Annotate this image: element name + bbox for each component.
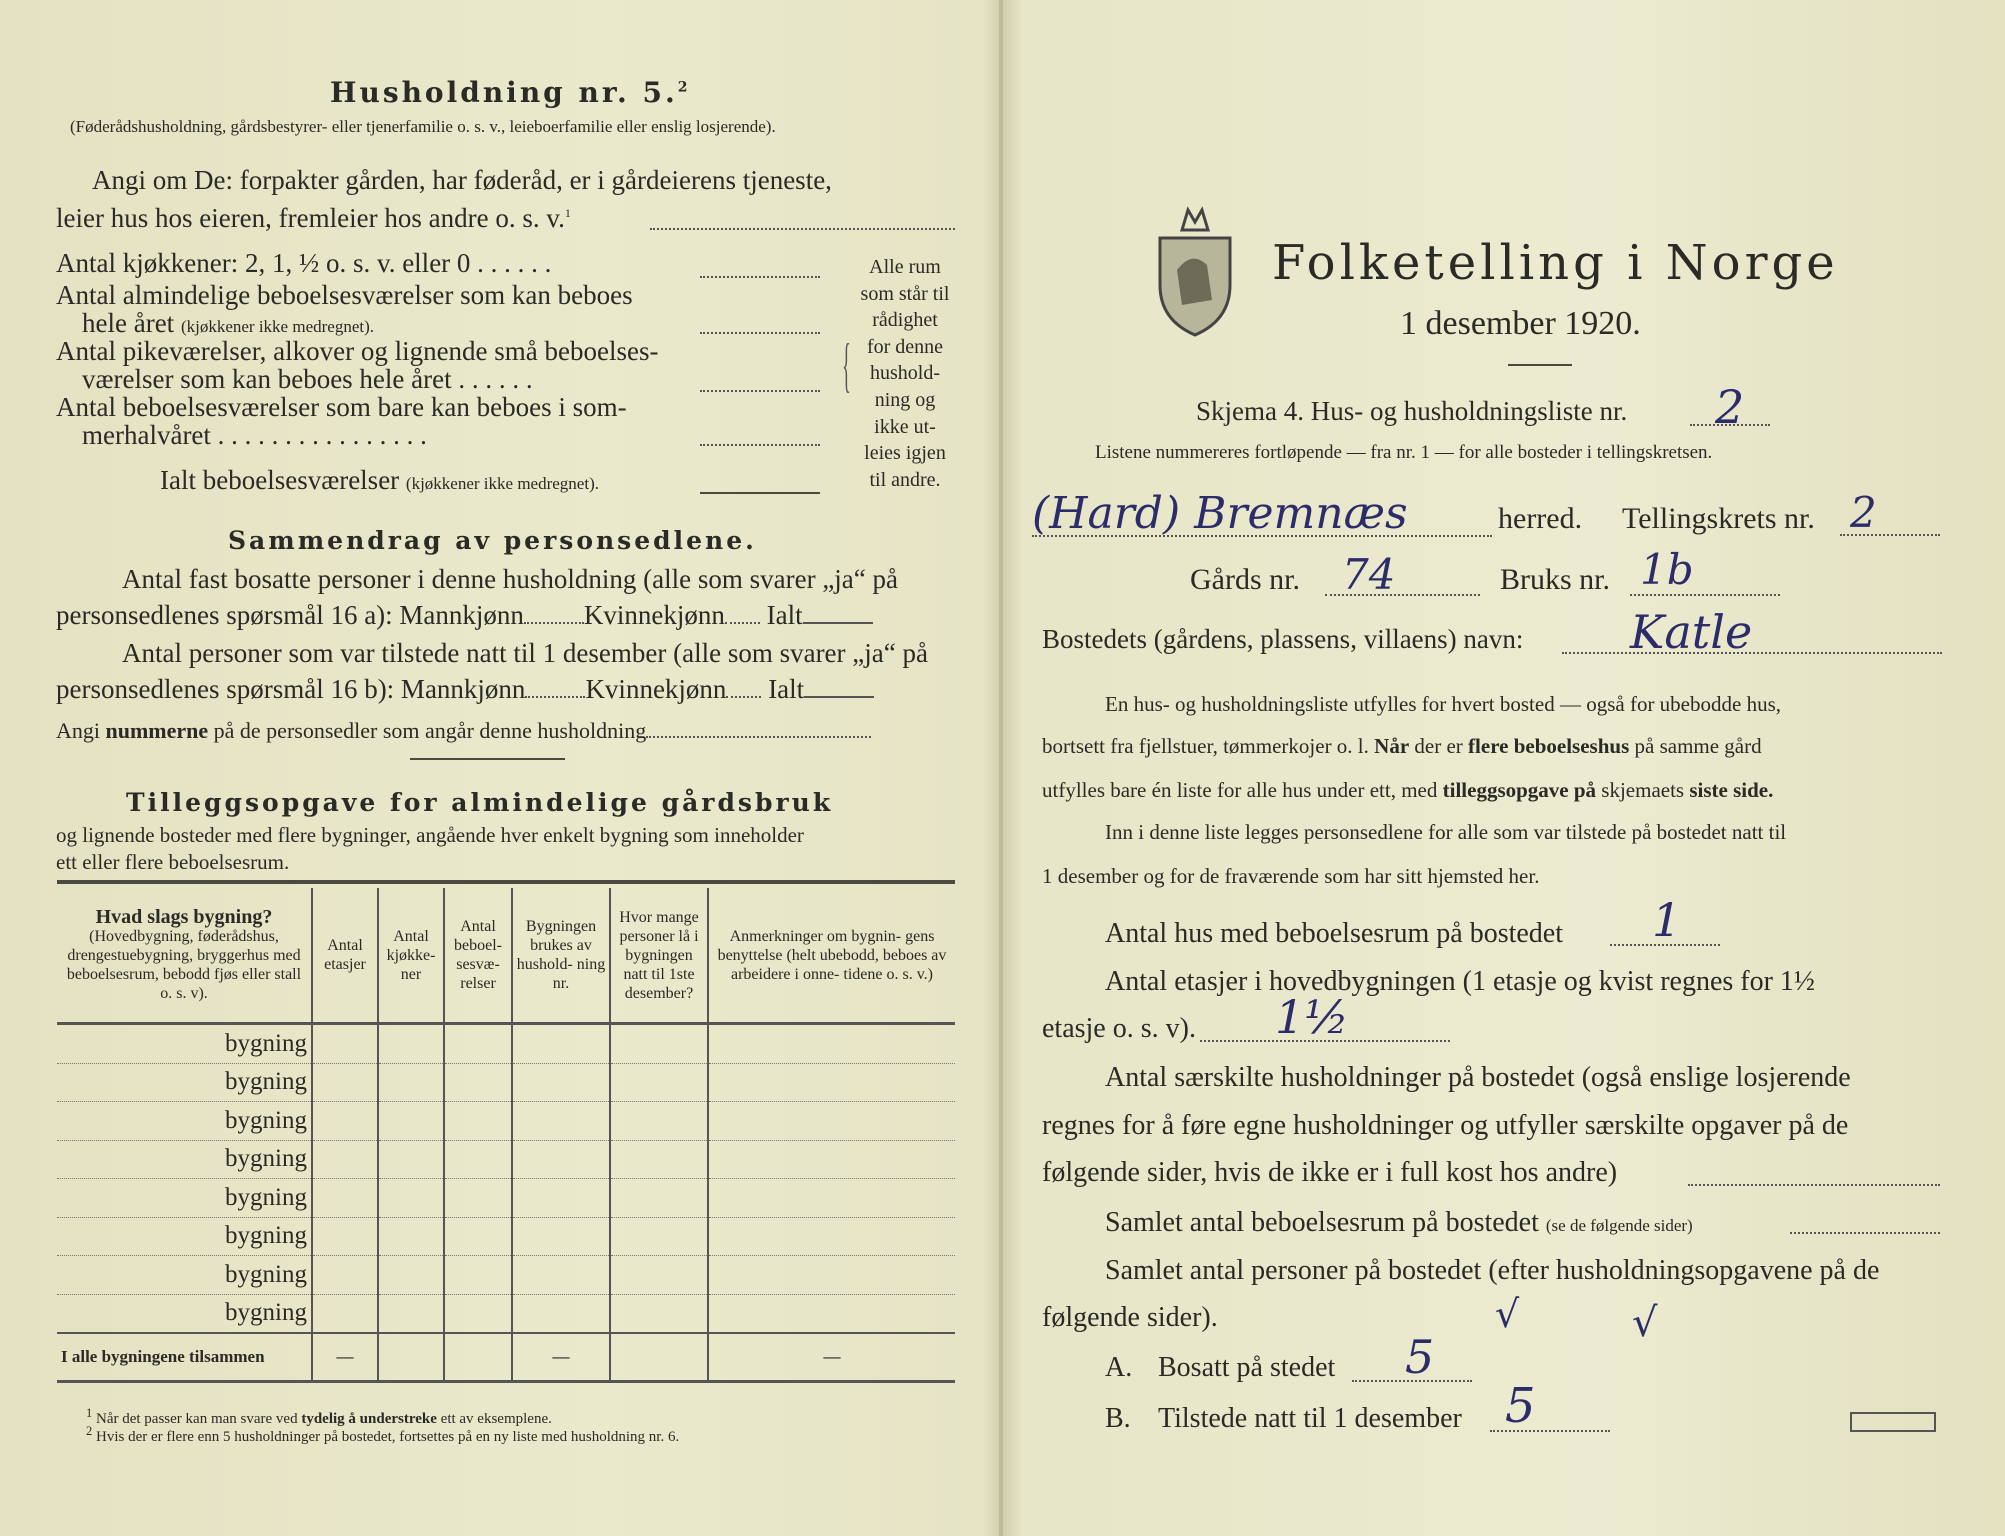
q-etasjer-label-2: etasje o. s. v). (1042, 1013, 1196, 1044)
gards-value: 74 (1342, 550, 1396, 599)
summary-p1a: Antal fast bosatte personer i denne husholdning (alle som svarer „ja“ på (122, 564, 898, 594)
title-divider (1508, 364, 1572, 366)
footnote-1: $^1$ Når det passer kan man svare ved tydelig å understreke ett av eksemplene. (86, 1406, 552, 1427)
table-top-rule (57, 880, 955, 884)
herred-label: herred. (1498, 502, 1583, 535)
table-row (57, 1024, 955, 1064)
col-persons: Hvor mange personer lå i bygningen natt til 1ste desember? (610, 888, 708, 1024)
q-hush-label-1: Antal særskilte husholdninger på bostedet (også enslige losjerende (1105, 1062, 1851, 1093)
a-value: 5 (1405, 1330, 1435, 1384)
brace: { (842, 332, 851, 398)
summary-numbers-line: Angi nummerne på de personsedler som angår denne husholdning (56, 718, 871, 744)
form-date: 1 desember 1920. (1400, 305, 1641, 342)
table-row (57, 1140, 955, 1179)
building-label: bygning (57, 1179, 312, 1218)
q-rum-label: Samlet antal beboelsesrum på bostedet (se de følgende sider) (1105, 1207, 1693, 1238)
info-line-5: 1 desember og for de fraværende som har sitt hjemsted her. (1042, 864, 1540, 888)
rooms-summer-answer-line (700, 444, 820, 446)
supplement-heading: Tilleggsopgave for almindelige gårdsbruk (126, 788, 834, 817)
list-number-value: 2 (1715, 380, 1745, 434)
total-floors: — (312, 1333, 378, 1382)
rooms-small-answer-line (700, 390, 820, 392)
supplement-text-1: og lignende bosteder med flere bygninger, angående hver enkelt bygning som inneholder (56, 823, 804, 847)
col-floors: Antal etasjer (312, 888, 378, 1024)
rooms-small-label: Antal pikeværelser, alkover og lignende små beboelses- (56, 336, 659, 366)
summary-heading: Sammendrag av personsedlene. (228, 526, 757, 555)
bruks-line (1630, 594, 1780, 596)
rooms-total-label: Ialt beboelsesværelser (kjøkkener ikke medregnet). (160, 465, 599, 495)
numbering-note: Listene nummereres fortløpende — fra nr. 1 — for alle bosteder i tellingskretsen. (1095, 442, 1713, 463)
section-divider (410, 758, 565, 760)
rooms-regular-label-2: hele året (kjøkkener ikke medregnet). (82, 308, 374, 338)
q-pers-label-2: følgende sider). (1042, 1302, 1218, 1333)
building-label: bygning (57, 1063, 312, 1102)
supplement-text-2: ett eller flere beboelsesrum. (56, 850, 290, 874)
b-value: 5 (1505, 1378, 1536, 1434)
gards-label: Gårds nr. (1190, 563, 1300, 596)
list-number-line (1690, 424, 1770, 426)
rooms-side-note: Alle rum som står til rådighet for denne hushold- ning og ikke ut- leies igjen til andre. (860, 256, 950, 491)
krets-line (1840, 534, 1940, 536)
a-line (1352, 1380, 1472, 1382)
building-label: bygning (57, 1024, 312, 1064)
a-check-mark: √ (1495, 1292, 1520, 1336)
col-building-type: Hvad slags bygning? (Hovedbygning, føderådshus, drengestuebygning, bryggerhus med beboelsesrum, bebodd fjøs eller stall o. s. v). (57, 888, 312, 1024)
total-label: I alle bygningene tilsammen (57, 1333, 312, 1382)
table-row (57, 1179, 955, 1218)
kitchens-answer-line (700, 276, 820, 278)
bosted-line (1562, 652, 1942, 654)
intro-line-2: leier hus hos eieren, fremleier hos andre o. s. v.$^1$ (56, 203, 571, 233)
summary-p2b: personsedlenes spørsmål 16 b): Mannkjønn Kvinnekjønn Ialt (56, 674, 874, 705)
summary-p2a: Antal personer som var tilstede natt til 1 desember (alle som svarer „ja“ på (122, 638, 928, 668)
b-text: Tilstede natt til 1 desember (1158, 1403, 1462, 1434)
rooms-summer-label-2: merhalvåret . . . . . . . . . . . . . . . . (82, 420, 427, 450)
info-line-4: Inn i denne liste legges personsedlene for alle som var tilstede på bostedet natt til (1105, 820, 1787, 844)
printer-stamp (1850, 1412, 1936, 1432)
b-line (1490, 1430, 1610, 1432)
coat-of-arms-icon (1152, 190, 1238, 340)
table-row (57, 1294, 955, 1333)
q-hush-label-2: regnes for å føre egne husholdninger og utfyller særskilte opgaver på de (1042, 1110, 1849, 1141)
b-check-mark: √ (1632, 1300, 1658, 1346)
total-household: — (512, 1333, 610, 1382)
info-line-1: En hus- og husholdningsliste utfylles for hvert bosted — også for ubebodde hus, (1105, 692, 1781, 716)
rooms-total-answer-line (700, 492, 820, 494)
info-line-3: utfylles bare én liste for alle hus under ett, med tilleggsopgave på skjemaets siste side. (1042, 778, 1774, 802)
herred-value: (Hard) Bremnæs (1032, 488, 1408, 539)
q-etasjer-value: 1½ (1275, 990, 1349, 1044)
krets-label: Tellingskrets nr. (1622, 502, 1815, 535)
building-label: bygning (57, 1256, 312, 1295)
q-etasjer-label-1: Antal etasjer i hovedbygningen (1 etasje og kvist regnes for 1½ (1105, 966, 1815, 997)
answer-line (650, 228, 955, 230)
intro-line-1: Angi om De: forpakter gården, har føderåd, er i gårdeierens tjeneste, (92, 165, 832, 195)
table-row (57, 1102, 955, 1141)
building-label: bygning (57, 1294, 312, 1333)
rooms-regular-label: Antal almindelige beboelsesværelser som kan beboes (56, 280, 633, 310)
herred-line (1032, 535, 1492, 537)
household-title: Husholdning nr. 5.$^2$ (330, 76, 691, 109)
building-label: bygning (57, 1140, 312, 1179)
footnote-2: $^2$ Hvis der er flere enn 5 husholdninger på bostedet, fortsettes på en ny liste med husholdning nr. 6. (86, 1424, 680, 1445)
q-rum-line (1790, 1232, 1940, 1234)
bosted-label: Bostedets (gårdens, plassens, villaens) navn: (1042, 624, 1524, 654)
rooms-regular-answer-line (700, 332, 820, 334)
q-hus-value: 1 (1652, 893, 1682, 947)
table-row (57, 1256, 955, 1295)
a-text: Bosatt på stedet (1158, 1352, 1336, 1383)
table-row (57, 1217, 955, 1256)
gards-line (1325, 594, 1480, 596)
buildings-table (57, 888, 955, 1383)
rooms-small-label-2: værelser som kan beboes hele året . . . . . . (82, 364, 533, 394)
table-total-row (57, 1333, 955, 1382)
summary-p1b: personsedlenes spørsmål 16 a): Mannkjønn Kvinnekjønn Ialt (56, 600, 873, 631)
q-hus-label: Antal hus med beboelsesrum på bostedet (1105, 918, 1564, 949)
household-intro-note: (Føderådshusholdning, gårdsbestyrer- eller tjenerfamilie o. s. v., leieboerfamilie eller enslig losjerende). (70, 117, 776, 136)
q-pers-label-1: Samlet antal personer på bostedet (efter husholdningsopgavene på de (1105, 1255, 1880, 1286)
page-fold (999, 0, 1003, 1536)
col-rooms: Antal beboel- sesvæ- relser (444, 888, 512, 1024)
table-row (57, 1063, 955, 1102)
q-hush-label-3: følgende sider, hvis de ikke er i full kost hos andre) (1042, 1157, 1618, 1188)
rooms-summer-label: Antal beboelsesværelser som bare kan beboes i som- (56, 392, 627, 422)
table-header-row (57, 888, 955, 1024)
krets-value: 2 (1850, 488, 1877, 537)
building-label: bygning (57, 1217, 312, 1256)
col-remarks: Anmerkninger om bygnin- gens benyttelse (helt ubebodd, beboes av arbeidere i onne- tidene o. s. v.) (717, 927, 947, 983)
bruks-label: Bruks nr. (1500, 563, 1611, 596)
bosted-value: Katle (1630, 605, 1753, 659)
bruks-value: 1b (1640, 545, 1694, 594)
q-hus-line (1610, 944, 1720, 946)
a-label: A. (1105, 1352, 1133, 1383)
kitchens-label: Antal kjøkkener: 2, 1, ½ o. s. v. eller 0 . . . . . . (56, 248, 552, 278)
b-label: B. (1105, 1403, 1131, 1434)
q-hush-line (1688, 1184, 1940, 1186)
col-kitchens: Antal kjøkke- ner (378, 888, 444, 1024)
building-label: bygning (57, 1102, 312, 1141)
total-remarks: — (708, 1333, 955, 1382)
col-household: Bygningen brukes av hushold- ning nr. (512, 888, 610, 1024)
info-line-2: bortsett fra fjellstuer, tømmerkojer o. l. Når der er flere beboelseshus på samme gård (1042, 734, 1762, 758)
q-etasjer-line (1200, 1040, 1450, 1042)
schema-label: Skjema 4. Hus- og husholdningsliste nr. (1196, 396, 1628, 426)
form-title: Folketelling i Norge (1272, 235, 1839, 291)
